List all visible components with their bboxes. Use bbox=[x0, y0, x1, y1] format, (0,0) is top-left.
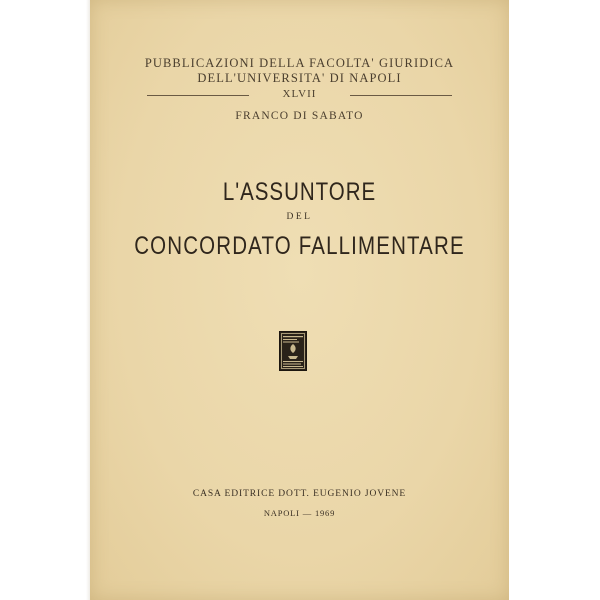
author-name: FRANCO DI SABATO bbox=[235, 110, 364, 122]
series-title-line-1: PUBBLICAZIONI DELLA FACOLTA' GIURIDICA bbox=[144, 56, 455, 70]
volume-rule-right bbox=[350, 95, 452, 96]
publisher-seal-graphic bbox=[280, 332, 306, 370]
book-cover bbox=[90, 0, 509, 600]
publisher-name: CASA EDITRICE DOTT. EUGENIO JOVENE bbox=[192, 489, 407, 499]
volume-number: XLVII bbox=[282, 88, 317, 100]
place-and-year: NAPOLI — 1969 bbox=[263, 508, 336, 518]
book-title-line-1: L'ASSUNTORE bbox=[222, 178, 377, 206]
volume-row bbox=[90, 88, 509, 102]
publisher-seal-icon bbox=[279, 331, 307, 371]
series-title-line-2: DELL'UNIVERSITA' DI NAPOLI bbox=[197, 71, 402, 85]
book-title-line-2: CONCORDATO FALLIMENTARE bbox=[134, 232, 465, 260]
book-title-connector: DEL bbox=[286, 212, 313, 222]
